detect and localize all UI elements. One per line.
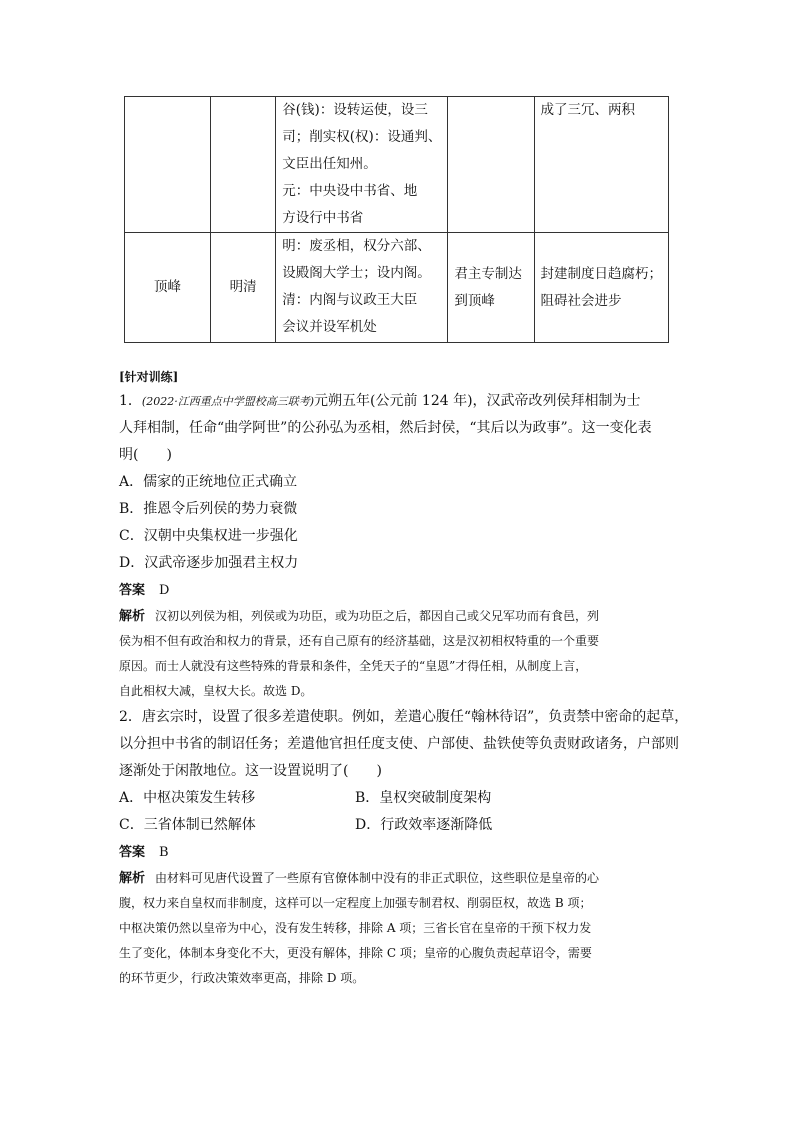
option-a: A．中枢决策发生转移 — [119, 790, 256, 806]
explanation-line: 中枢决策仍然以皇帝为中心，没有发生转移，排除 A 项；三省长官在皇帝的干预下权力发 — [119, 921, 592, 935]
explanation-line: 腹，权力来自皇权而非制度，这样可以一定程度上加强专制君权、削弱臣权，故选 B 项； — [119, 896, 592, 910]
explanation-line: 侯为相不但有政治和权力的背景，还有自己原有的经济基础，这是汉初相权特重的一个重要 — [119, 634, 600, 648]
question-2 — [119, 704, 689, 785]
table-cell-impact — [534, 233, 669, 343]
question-line: 以分担中书省的制诏任务；差遣他官担任度支使、户部使、盐铁使等负责财政诸务，户部则 — [119, 736, 679, 752]
question-line: 逐渐处于闲散地位。这一设置说明了( ) — [119, 763, 382, 779]
question-text: 元朔五年(公元前 124 年)，汉武帝改列侯拜相制为士 — [314, 393, 641, 409]
explanation-label: 解析 — [119, 871, 146, 886]
question-line: 人拜相制，任命“曲学阿世”的公孙弘为丞相，然后封侯，“其后以为政事”。这一变化表 — [119, 420, 652, 436]
question-number: 1． — [119, 393, 142, 409]
answer — [119, 577, 674, 604]
table-cell-measures — [276, 97, 448, 233]
cell-line: 成了三冗、两积 — [540, 102, 635, 118]
answer-label: 答案 — [119, 583, 146, 598]
cell-line: 设殿阁大学士；设内阁。 — [282, 265, 431, 281]
explanation-line — [119, 866, 674, 891]
cell-line: 清：内阁与议政王大臣 — [282, 292, 418, 308]
cell-line: 司；削实权(权)：设通判、 — [282, 129, 442, 145]
answer-label: 答案 — [119, 845, 146, 860]
answer — [119, 839, 674, 866]
explanation — [119, 866, 674, 991]
table-cell-stage: 顶峰 — [125, 233, 211, 343]
history-summary-table — [124, 96, 669, 343]
question-line: 2．唐玄宗时，设置了很多差遣使职。例如，差遣心腹任“翰林待诏”，负责禁中密命的起草， — [119, 709, 689, 725]
table-row — [125, 233, 669, 343]
cell-line: 明：废丞相，权分六部、 — [282, 238, 431, 254]
answer-value: D — [159, 583, 170, 598]
explanation-line — [119, 604, 674, 629]
cell-line: 会议并设军机处 — [282, 319, 377, 335]
table-cell-feature — [448, 233, 534, 343]
table-cell-measures — [276, 233, 448, 343]
explanation-line: 生了变化，体制本身变化不大，更没有解体，排除 C 项；皇帝的心腹负责起草诏令，需要 — [119, 946, 592, 960]
table-cell-stage — [125, 97, 211, 233]
cell-line: 谷(钱)：设转运使，设三 — [282, 102, 428, 118]
explanation-line: 原因。而士人就没有这些特殊的背景和条件，全凭天子的“皇恩”才得任相，从制度上言， — [119, 659, 588, 673]
cell-line: 君主专制达 — [454, 265, 522, 282]
cell-line: 封建制度日趋腐朽； — [540, 265, 662, 282]
table-cell-dynasty: 明清 — [211, 233, 276, 343]
exercise-section — [119, 368, 689, 991]
answer-value: B — [159, 845, 169, 860]
option-d: D．行政效率逐渐降低 — [355, 817, 493, 833]
table-cell-dynasty — [211, 97, 276, 233]
option-a: A．儒家的正统地位正式确立 — [119, 474, 298, 490]
option-c: C．三省体制已然解体 — [119, 817, 256, 833]
section-label: [针对训练] — [119, 370, 179, 384]
option-b: B．推恩令后列侯的势力衰微 — [119, 501, 298, 517]
question-line: 明( ) — [119, 447, 172, 463]
explanation-text: 汉初以列侯为相，列侯或为功臣，或为功臣之后，都因自己或父兄军功而有食邑，列 — [155, 609, 600, 623]
explanation-line: 自此相权大减，皇权大长。故选 D。 — [119, 684, 313, 698]
question-source: (2022·江西重点中学盟校高三联考) — [141, 395, 314, 408]
cell-line: 到顶峰 — [454, 292, 495, 309]
explanation-line: 的环节更少，行政决策效率更高，排除 D 项。 — [119, 971, 365, 985]
question-1 — [119, 388, 674, 469]
explanation-label: 解析 — [119, 609, 146, 624]
explanation — [119, 604, 674, 704]
table-cell-impact — [534, 97, 669, 233]
explanation-text: 由材料可见唐代设置了一些原有官僚体制中没有的非正式职位，这些职位是皇帝的心 — [155, 871, 600, 885]
option-b: B．皇权突破制度架构 — [355, 790, 492, 806]
cell-line: 方设行中书省 — [282, 210, 364, 226]
cell-line: 阻碍社会进步 — [540, 292, 622, 309]
options-row — [119, 785, 674, 812]
table-row — [125, 97, 669, 233]
options-row — [119, 812, 674, 839]
table-cell-feature — [448, 97, 534, 233]
cell-line: 元：中央设中书省、地 — [282, 183, 418, 199]
cell-line: 文臣出任知州。 — [282, 156, 377, 172]
option-d: D．汉武帝逐步加强君主权力 — [119, 555, 299, 571]
question-line — [119, 388, 674, 415]
option-c: C．汉朝中央集权进一步强化 — [119, 528, 298, 544]
